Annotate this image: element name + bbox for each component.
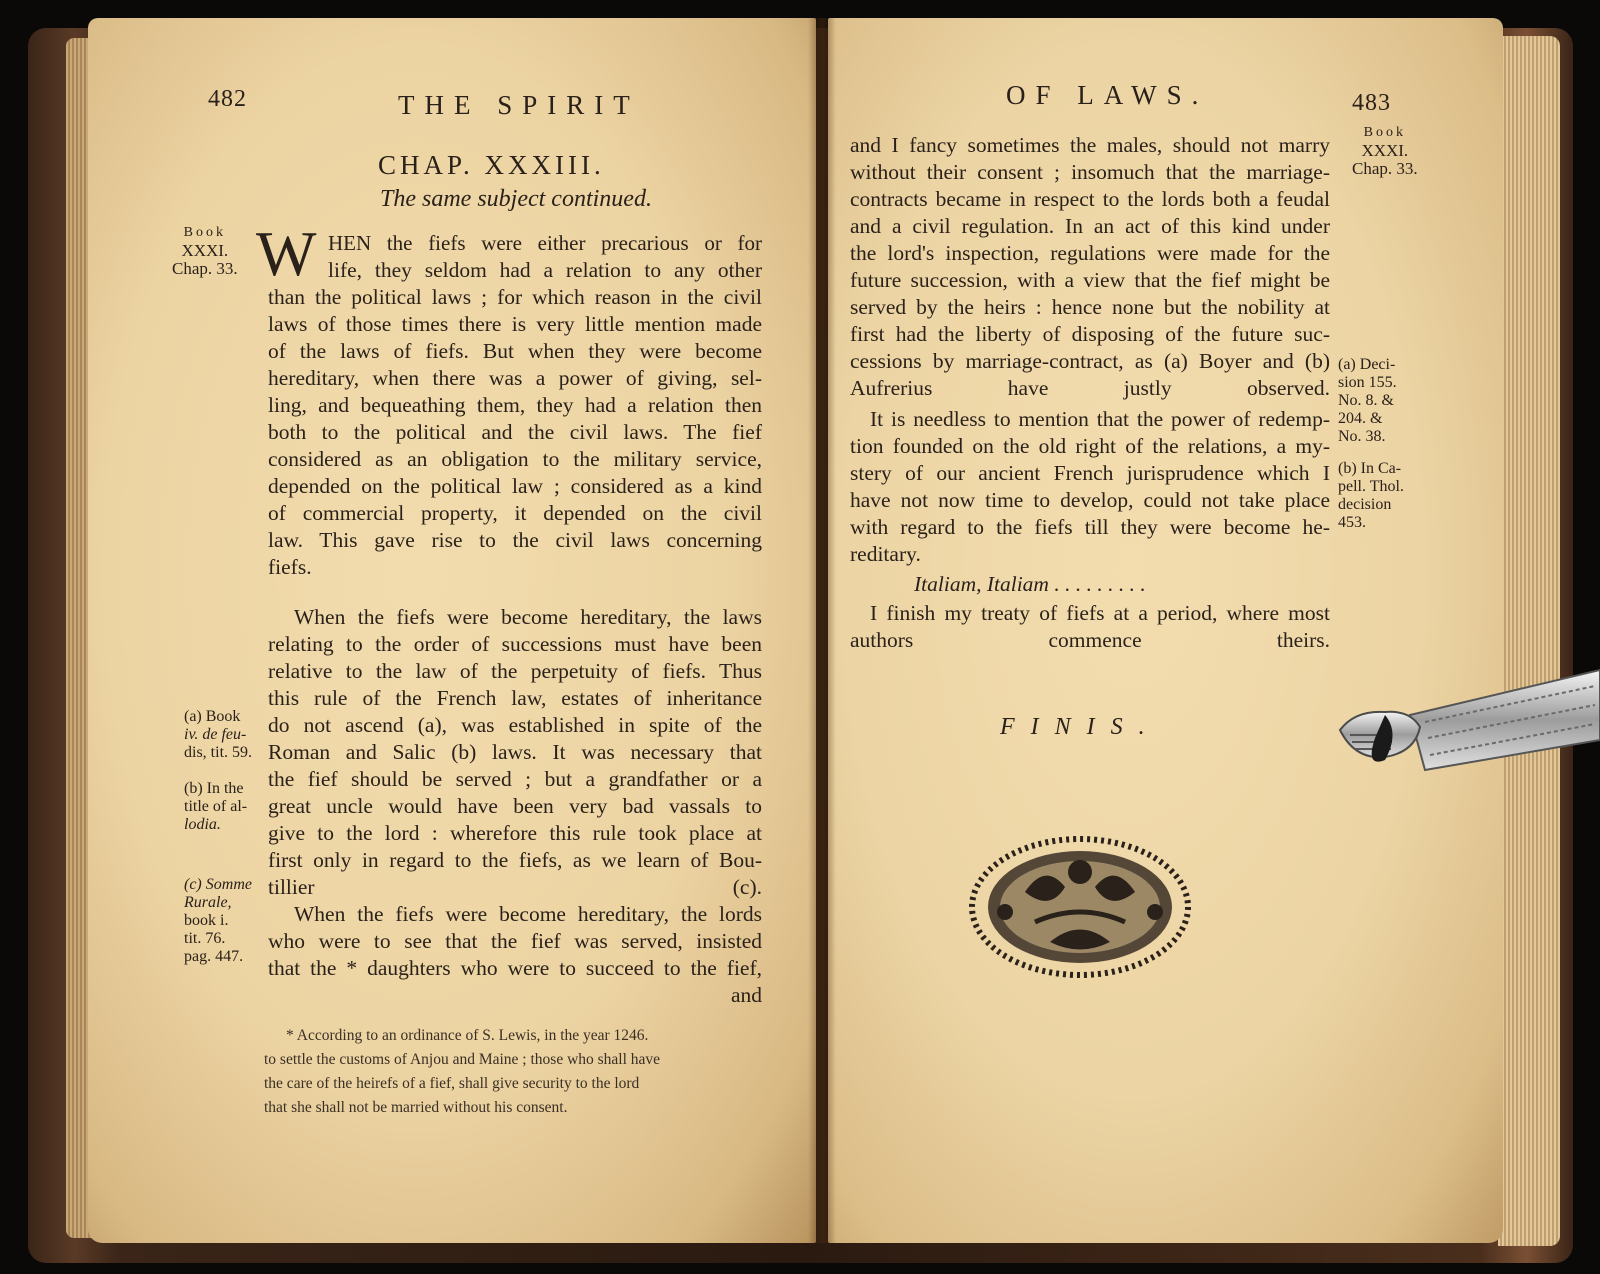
note-line: pell. Thol. xyxy=(1338,478,1404,495)
running-head-left: THE SPIRIT xyxy=(398,90,640,120)
text-line: stery of our ancient French jurisprudence which I xyxy=(850,461,1330,485)
text-line: When the fiefs were become hereditary, the laws xyxy=(294,605,762,629)
side-reference-left xyxy=(172,224,238,278)
text-line: great uncle would have been very bad vassals to xyxy=(268,794,762,818)
text-line: I finish my treaty of fiefs at a period, where most xyxy=(870,601,1330,625)
side-reference-right xyxy=(1352,124,1418,178)
side-ref-chapter: Chap. 33. xyxy=(172,259,238,278)
latin-quote: Italiam, Italiam . . . . . . . . . xyxy=(914,572,1146,596)
footnote-line: that she shall not be married without his consent. xyxy=(264,1099,568,1116)
text-line: the fief should be served ; but a grandfather or a xyxy=(268,767,762,791)
text-line: and xyxy=(730,983,762,1007)
text-line: laws of those times there is very little mention made xyxy=(268,312,762,336)
note-line: (a) Book xyxy=(184,708,241,725)
footnote-line: to settle the customs of Anjou and Maine ; those who shall have xyxy=(264,1051,661,1068)
margin-note-right-b xyxy=(1338,460,1404,532)
text-line: have not now time to develop, could not take place xyxy=(850,488,1330,512)
text-line: than the political laws ; for which reason in the civil xyxy=(268,285,762,309)
right-page xyxy=(828,18,1503,1243)
note-line: dis, tit. 59. xyxy=(184,744,253,761)
text-line: do not ascend (a), was established in spite of the xyxy=(268,713,762,737)
page-number-left: 482 xyxy=(208,86,247,112)
text-line: without their consent ; insomuch that the marriage- xyxy=(850,160,1330,184)
note-line: 204. & xyxy=(1338,410,1383,427)
note-line: tit. 76. xyxy=(184,930,226,947)
margin-note-b xyxy=(184,780,247,834)
right-page-edges xyxy=(1498,36,1560,1246)
text-line: served by the heirs : hence none but the nobility at xyxy=(850,295,1330,319)
note-line: No. 8. & xyxy=(1338,392,1394,409)
text-line: contracts became in respect to the lords both a feudal xyxy=(850,187,1330,211)
text-line: tion founded on the old right of the relations, a my- xyxy=(850,434,1330,458)
text-line: both to the political and the civil laws. The fief xyxy=(268,420,762,444)
footnote xyxy=(264,1024,762,1120)
text-line: Aufrerius have justly observed. xyxy=(850,376,1330,400)
text-line: relating to the order of successions must have been xyxy=(268,632,762,656)
text-line: with regard to the fiefs till they were become he- xyxy=(850,515,1330,539)
text-line: Roman and Salic (b) laws. It was necessary that xyxy=(268,740,762,764)
chapter-title: CHAP. XXXIII. xyxy=(378,150,605,180)
side-ref-book: Book xyxy=(183,225,226,240)
printer-ornament-vignette-icon xyxy=(965,832,1195,982)
running-head-right: OF LAWS. xyxy=(1006,80,1209,110)
note-line: decision xyxy=(1338,496,1392,513)
footnote-line: * According to an ordinance of S. Lewis, in the year 1246. xyxy=(286,1027,649,1044)
note-line: lodia. xyxy=(184,816,221,833)
text-line: considered as an obligation to the military service, xyxy=(268,447,762,471)
margin-note-c xyxy=(184,876,252,966)
text-line: tillier (c). xyxy=(268,875,762,899)
side-ref-book-number: XXXI. xyxy=(181,241,229,260)
right-para2-body xyxy=(850,406,1330,568)
note-line: iv. de feu- xyxy=(184,726,247,743)
note-line: pag. 447. xyxy=(184,948,244,965)
text-line: this rule of the French law, estates of inheritance xyxy=(268,686,762,710)
text-line: first only in regard to the fiefs, as we learn of Bou- xyxy=(268,848,762,872)
left-page xyxy=(88,18,816,1243)
text-line: hereditary, when there was a power of giving, sel- xyxy=(268,366,762,390)
text-line: fiefs. xyxy=(268,555,312,579)
note-line: title of al- xyxy=(184,798,248,815)
text-line: cessions by marriage-contract, as (a) Boyer and (b) xyxy=(850,349,1330,373)
text-line: life, they seldom had a relation to any other xyxy=(328,258,762,282)
side-ref-chapter: Chap. 33. xyxy=(1352,159,1418,178)
para1-body xyxy=(268,257,762,581)
text-line: depended on the political law ; considered as a kind xyxy=(268,474,762,498)
side-ref-book-number: XXXI. xyxy=(1361,141,1409,160)
page-number-right: 483 xyxy=(1352,90,1391,116)
finis-text: FINIS. xyxy=(1000,714,1161,740)
text-line: first had the liberty of disposing of the future suc- xyxy=(850,322,1330,346)
para1-first-line xyxy=(328,230,762,257)
note-line: (a) Deci- xyxy=(1338,356,1396,373)
text-line: who were to see that the fief was served, insisted xyxy=(268,929,762,953)
text-line: that the * daughters who were to succeed to the fief, xyxy=(268,956,762,980)
note-line: 453. xyxy=(1338,514,1366,531)
text-line: law. This gave rise to the civil laws concerning xyxy=(268,528,762,552)
note-line: (b) In the xyxy=(184,780,244,797)
text-line: ling, and bequeathing them, they had a relation then xyxy=(268,393,762,417)
book-gutter xyxy=(808,18,836,1243)
text-line: and a civil regulation. In an act of this kind under xyxy=(850,214,1330,238)
margin-note-a xyxy=(184,708,252,762)
drop-cap: W xyxy=(256,218,317,289)
text-line: relative to the law of the perpetuity of fiefs. Thus xyxy=(268,659,762,683)
text-line: and I fancy sometimes the males, should not marry xyxy=(850,133,1330,157)
text-line: HEN the fiefs were either precarious or for xyxy=(328,231,762,255)
note-line: sion 155. xyxy=(1338,374,1397,391)
para2-body xyxy=(268,604,762,901)
text-line: of the laws of fiefs. But when they were become xyxy=(268,339,762,363)
text-line: give to the lord : wherefore this rule took place at xyxy=(268,821,762,845)
chapter-subtitle: The same subject continued. xyxy=(380,186,652,212)
open-book xyxy=(28,18,1573,1263)
footnote-line: the care of the heirefs of a fief, shall give security to the lord xyxy=(264,1075,640,1092)
text-line: of commercial property, it depended on the civil xyxy=(268,501,762,525)
margin-note-right-a xyxy=(1338,356,1397,446)
text-line: It is needless to mention that the power of redemp- xyxy=(870,407,1330,431)
note-line: (b) In Ca- xyxy=(1338,460,1402,477)
text-line: reditary. xyxy=(850,542,921,566)
silver-bookmark-clip-icon xyxy=(1330,660,1600,800)
right-para1-body xyxy=(850,132,1330,402)
text-line: authors commence theirs. xyxy=(850,628,1330,652)
text-line: the lord's inspection, regulations were made for the xyxy=(850,241,1330,265)
note-line: (c) Somme xyxy=(184,876,252,893)
text-line: future succession, with a view that the fief might be xyxy=(850,268,1330,292)
right-para3-body xyxy=(850,600,1330,654)
side-ref-book: Book xyxy=(1363,125,1406,140)
note-line: Rurale, xyxy=(184,894,232,911)
para3-body xyxy=(268,901,762,1009)
note-line: No. 38. xyxy=(1338,428,1386,445)
text-line: When the fiefs were become hereditary, the lords xyxy=(294,902,762,926)
note-line: book i. xyxy=(184,912,229,929)
